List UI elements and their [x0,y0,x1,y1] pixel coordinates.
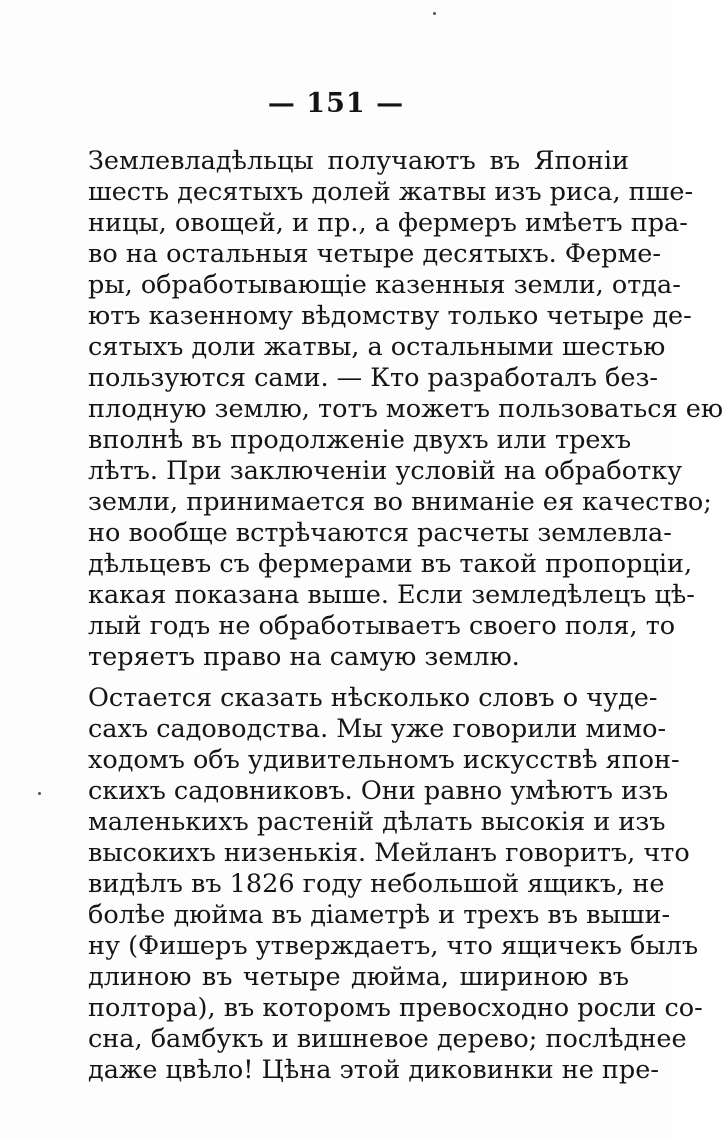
text-line: сятыхъ доли жатвы, а остальными шестью [88,332,666,362]
text-line: полтора), въ которомъ превосходно росли со- [88,993,703,1023]
text-line: высокихъ низенькія. Мейланъ говоритъ, что [88,838,690,868]
text-line: Землевладѣльцы получаютъ въ Японіи [88,146,629,176]
print-speck [38,792,41,795]
text-line: ницы, овощей, и пр., а фермеръ имѣетъ пра- [88,208,688,238]
text-line: вполнѣ въ продолженіе двухъ или трехъ [88,425,632,455]
text-line: ютъ казенному вѣдомству только четыре де- [88,301,692,331]
text-line: какая показана выше. Если земледѣлецъ цѣ- [88,580,695,610]
text-line: теряетъ право на самую землю. [88,642,520,672]
text-line: лый годъ не обработываетъ своего поля, то [88,611,676,641]
text-line: но вообще встрѣчаются расчеты землевла- [88,518,672,548]
text-line: даже цвѣло! Цѣна этой диковинки не пре- [88,1055,659,1085]
text-line: длиною въ четыре дюйма, шириною въ [88,962,629,992]
text-line: во на остальныя четыре десятыхъ. Ферме- [88,239,662,269]
text-line: сахъ садоводства. Мы уже говорили мимо- [88,714,667,744]
text-line: ры, обработывающіе казенныя земли, отда- [88,270,681,300]
page-number: — 151 — [267,88,405,119]
text-line: пользуются сами. — Кто разработалъ без- [88,363,659,393]
text-line: скихъ садовниковъ. Они равно умѣютъ изъ [88,776,669,806]
print-speck [433,12,436,15]
text-line: плодную землю, тотъ можетъ пользоваться ею [88,394,723,424]
text-line: земли, принимается во вниманіе ея качество; [88,487,712,517]
text-line: маленькихъ растеній дѣлать высокія и изъ [88,807,666,837]
text-line: видѣлъ въ 1826 году небольшой ящикъ, не [88,869,665,899]
text-line: сна, бамбукъ и вишневое дерево; послѣднее [88,1024,687,1054]
text-line: ходомъ объ удивительномъ искусствѣ япон- [88,745,680,775]
text-line: лѣтъ. При заключеніи условій на обработку [88,456,683,486]
text-line: ну (Фишеръ утверждаетъ, что ящичекъ былъ [88,931,699,961]
text-line: болѣе дюйма въ діаметрѣ и трехъ въ выши- [88,900,671,930]
text-line: Остается сказать нѣсколько словъ о чуде- [88,683,658,713]
text-line: дѣльцевъ съ фермерами въ такой пропорціи, [88,549,693,579]
text-line: шесть десятыхъ долей жатвы изъ риса, пше- [88,177,694,207]
